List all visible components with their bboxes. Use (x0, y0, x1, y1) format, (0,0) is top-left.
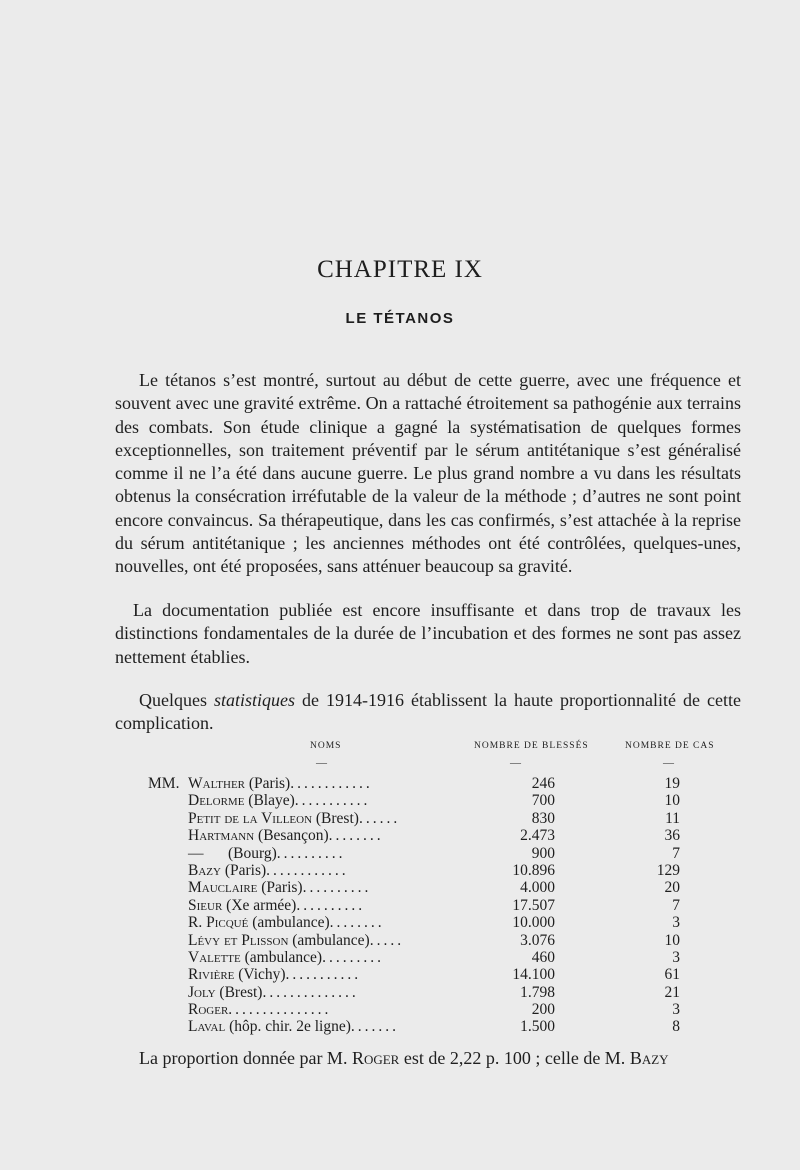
row-name (188, 775, 373, 792)
paragraph-proportion (115, 1047, 741, 1070)
row-cas: 61 (664, 966, 680, 984)
row-author: Petit de la Villeon (188, 809, 313, 827)
row-name (188, 845, 346, 862)
proportion-name-roger: Roger (351, 1048, 400, 1068)
row-leader-dots: ............... (228, 1001, 332, 1019)
row-name (188, 792, 370, 809)
proportion-text-middle: est de 2,22 p. 100 ; celle de M. (399, 1048, 630, 1068)
table-row (0, 1001, 800, 1018)
chapter-subtitle: LE TÉTANOS (345, 310, 455, 327)
header-dash-noms: — (316, 757, 328, 769)
row-indent: — (188, 844, 204, 862)
chapter-title: CHAPITRE IX (317, 256, 483, 283)
table-row (0, 949, 800, 966)
row-blesses: 460 (531, 948, 555, 966)
statistics-table (0, 775, 800, 1036)
header-cas: NOMBRE DE CAS (625, 741, 715, 751)
row-leader-dots: ............ (290, 775, 373, 792)
row-cas: 3 (672, 914, 680, 932)
header-noms: NOMS (310, 741, 342, 751)
row-leader-dots: ........ (328, 827, 384, 845)
row-name (188, 984, 359, 1001)
row-name (188, 810, 400, 827)
table-row (0, 1018, 800, 1035)
row-leader-dots: ............ (266, 861, 349, 879)
row-blesses: 2.473 (520, 827, 555, 845)
table-row (0, 914, 800, 931)
paragraph-statistics (115, 689, 741, 736)
row-detail: (Brest) (215, 983, 263, 1001)
paragraph-intro: Le tétanos s’est montré, surtout au début de cette guerre, avec une fréquence et souvent avec une gravité extrême. On a rattaché étroitement sa pathogénie aux terrains des combats. Son étude clinique a gagné la systématisation de quelques formes exceptionnelles, son traitement préventif par le sérum antitétanique s’est généralisé comme il ne l’a été dans aucune guerre. Le plus grand nombre a vu dans les résultats obtenus la consécration irréfutable de la valeur de la méthode ; d’autres ne sont point encore convaincus. Sa thérapeutique, dans les cas confirmés, s’est attachée à la reprise du sérum antitétanique ; les anciennes méthodes ont été contrôlées, quelques-unes, nouvelles, ont été proposées, sans atténuer beaucoup sa gravité. (115, 370, 741, 577)
row-blesses: 1.798 (520, 983, 555, 1001)
row-leader-dots: .......... (296, 896, 366, 914)
table-row (0, 792, 800, 809)
row-author: Delorme (188, 792, 245, 810)
row-blesses: 10.000 (512, 914, 555, 932)
row-cas: 10 (664, 931, 680, 949)
statistics-text-before: Quelques (139, 690, 214, 710)
row-leader-dots: ......... (322, 948, 384, 966)
row-cas: 129 (656, 861, 680, 879)
row-detail: (Brest) (312, 809, 359, 827)
statistics-italic: statistiques (214, 690, 296, 710)
row-cas: 36 (664, 827, 680, 845)
header-dash-cas: — (663, 757, 675, 769)
paragraph-documentation: La documentation publiée est encore insuffisante et dans trop de travaux les distinctions fondamentales de la durée de l’incubation et des formes ne sont pas assez nettement établies. (115, 600, 741, 667)
row-detail: (ambulance) (240, 948, 323, 966)
row-author: Lévy et Plisson (188, 931, 289, 949)
row-name (188, 827, 384, 844)
row-detail: (Paris) (245, 775, 291, 792)
row-detail: (ambulance) (248, 914, 330, 932)
row-cas: 19 (664, 775, 680, 792)
table-row (0, 932, 800, 949)
row-cas: 3 (672, 948, 680, 966)
row-blesses: 17.507 (512, 896, 555, 914)
row-cas: 10 (664, 792, 680, 810)
row-name (188, 1018, 399, 1035)
statistics-text-after: de 1914-1916 établissent la haute proportionnalité de cette complication. (115, 690, 741, 734)
proportion-text-before: La proportion donnée par M. (139, 1048, 352, 1068)
row-cas: 3 (672, 1001, 680, 1019)
header-dash-blesses: — (510, 757, 522, 769)
row-cas: 20 (664, 879, 680, 897)
row-author: R. Picqué (188, 914, 249, 932)
row-blesses: 1.500 (520, 1018, 555, 1036)
row-cas: 7 (672, 844, 680, 862)
row-cas: 21 (664, 983, 680, 1001)
table-row (0, 827, 800, 844)
row-detail: (hôp. chir. 2e ligne) (225, 1018, 351, 1036)
row-detail: (Vichy) (234, 966, 286, 984)
row-leader-dots: .......... (276, 844, 346, 862)
row-leader-dots: ....... (350, 1018, 400, 1036)
row-detail: (Paris) (220, 861, 267, 879)
row-leader-dots: ...... (358, 809, 401, 827)
row-detail: (Besançon) (254, 827, 329, 845)
row-author: Roger (188, 1001, 229, 1019)
table-row (0, 775, 800, 792)
table-prefix: MM. (148, 775, 180, 792)
row-leader-dots: ........... (285, 966, 362, 984)
row-cas: 11 (665, 809, 680, 827)
row-cas: 8 (672, 1018, 680, 1036)
table-row (0, 845, 800, 862)
row-name (188, 949, 384, 966)
row-author: Laval (188, 1018, 226, 1036)
row-name (188, 862, 349, 879)
row-name (188, 1001, 331, 1018)
row-author: Hartmann (188, 827, 255, 845)
row-leader-dots: ........... (294, 792, 371, 810)
row-detail: (Xe armée) (222, 896, 297, 914)
row-author: Mauclaire (188, 879, 258, 897)
row-name (188, 897, 365, 914)
row-cas: 7 (672, 896, 680, 914)
table-row (0, 984, 800, 1001)
table-headers (0, 741, 800, 771)
row-blesses: 10.896 (512, 861, 555, 879)
row-leader-dots: ..... (369, 931, 405, 949)
row-blesses: 830 (531, 809, 555, 827)
row-leader-dots: .......... (302, 879, 372, 897)
header-blesses: NOMBRE DE BLESSÉS (474, 741, 589, 751)
row-author: Rivière (188, 966, 235, 984)
row-author: Sieur (188, 896, 223, 914)
row-blesses: 700 (531, 792, 555, 810)
row-detail: (ambulance) (288, 931, 370, 949)
table-row (0, 810, 800, 827)
table-row (0, 862, 800, 879)
row-name (188, 966, 361, 983)
row-blesses: 3.076 (520, 931, 555, 949)
row-blesses: 900 (531, 844, 555, 862)
row-blesses: 200 (531, 1001, 555, 1019)
row-author: Walther (188, 775, 246, 792)
proportion-name-bazy: Bazy (629, 1048, 669, 1068)
row-name (188, 914, 385, 931)
table-row (0, 897, 800, 914)
row-detail: (Paris) (257, 879, 303, 897)
row-blesses: 246 (531, 775, 555, 792)
row-author: Bazy (188, 861, 221, 879)
row-name (188, 932, 404, 949)
row-name (188, 879, 371, 896)
row-detail: (Bourg) (228, 844, 277, 862)
row-leader-dots: .............. (262, 983, 359, 1001)
row-leader-dots: ........ (329, 914, 385, 932)
table-row (0, 879, 800, 896)
row-detail: (Blaye) (244, 792, 295, 810)
row-blesses: 4.000 (520, 879, 555, 897)
row-author: Valette (188, 948, 241, 966)
table-row (0, 966, 800, 983)
row-blesses: 14.100 (512, 966, 555, 984)
row-author: Joly (188, 983, 216, 1001)
